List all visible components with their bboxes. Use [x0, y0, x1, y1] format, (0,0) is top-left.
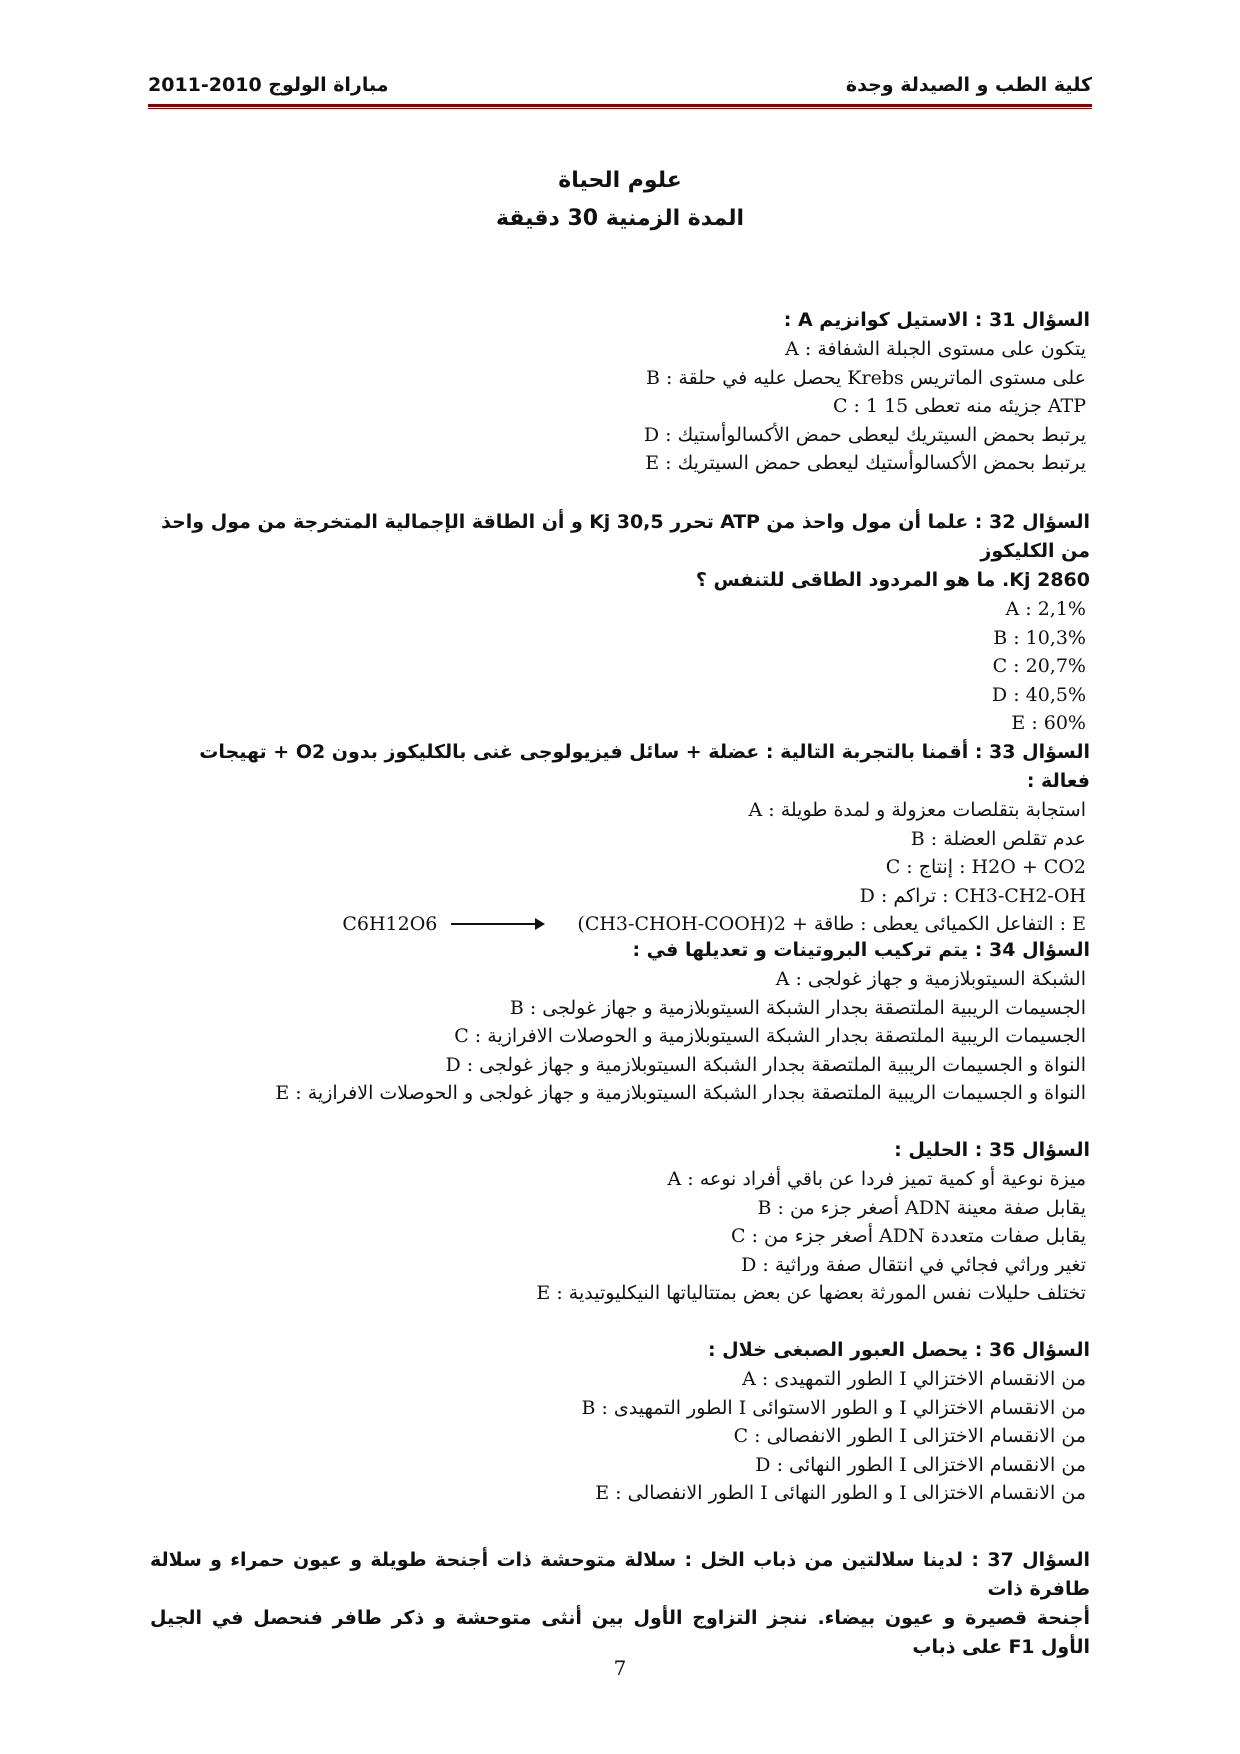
exam-title: مباراة الولوج 2010-2011 [148, 74, 389, 96]
reaction-reactant: C6H12O6 [342, 913, 438, 935]
option-c: C : إنتاج : H2O + CO2 [885, 856, 1086, 878]
option-a: A : يتكون على مستوى الجبلة الشفافة [785, 338, 1086, 360]
option-e-text: E : التفاعل الكميائى يعطى : طاقة + 2(CH3-CHOH-COOH) [577, 913, 1086, 935]
option-e: E : 60% [1011, 712, 1086, 734]
option-d: D : تغير وراثي فجائي في انتقال صفة وراثية [741, 1253, 1086, 1276]
question-31 [150, 306, 1090, 478]
question-heading-cont: 2860 Kj. ما هو المردود الطاقى للتنفس ؟ [695, 569, 1090, 591]
duration-title: المدة الزمنية 30 دقيقة [495, 206, 745, 231]
reaction-arrow-icon [451, 923, 543, 925]
option-b: B : عدم تقلص العضلة [910, 827, 1086, 850]
question-36 [150, 1336, 1090, 1508]
option-e: E : تختلف حليلات نفس المورثة بعضها عن بعض بمتتالياتها النيكليوتيدية [536, 1282, 1086, 1304]
header-rule-thin [148, 108, 1092, 109]
question-34 [150, 936, 1090, 1108]
question-35 [150, 1136, 1090, 1308]
option-c: C : الجسيمات الريبية الملتصقة بجدار الشبكة السيتوبلازمية و الحوصلات الافرازية [454, 1025, 1086, 1047]
option-d: D : تراكم : CH3-CH2-OH [859, 884, 1086, 907]
option-d: D : النواة و الجسيمات الريبية الملتصقة بجدار الشبكة السيتوبلازمية و جهاز غولجى [445, 1053, 1086, 1076]
option-b: B : 10,3% [993, 626, 1086, 649]
question-heading: السؤال 33 : أقمنا بالتجربة التالية : عضلة + سائل فيزيولوجى غنى بالكليكوز بدون O2 + تهيجات فعالة : [199, 741, 1090, 792]
question-37 [150, 1546, 1090, 1662]
question-heading: السؤال 31 : الاستيل كوانزيم A : [783, 309, 1090, 331]
option-e: E : النواة و الجسيمات الريبية الملتصقة بجدار الشبكة السيتوبلازمية و جهاز غولجى و الحوصلات الافرازية [275, 1082, 1086, 1104]
option-c: C : أصغر جزء من ADN يقابل صفات متعددة [731, 1225, 1086, 1247]
option-c: C : الطور الانفصالى I من الانقسام الاختزالى [733, 1425, 1086, 1447]
option-d: D : 40,5% [991, 683, 1086, 706]
question-heading: السؤال 34 : يتم تركيب البروتينات و تعديلها في : [632, 939, 1090, 961]
subject-title: علوم الحياة [558, 168, 682, 193]
option-a: A : استجابة بتقلصات معزولة و لمدة طويلة [748, 799, 1086, 821]
question-32 [150, 508, 1090, 738]
option-a: A : الطور التمهيدى I من الانقسام الاختزالي [742, 1368, 1086, 1390]
header-rule [148, 104, 1092, 107]
option-b: B : يحصل عليه في حلقة Krebs على مستوى الماتريس [645, 366, 1086, 389]
question-heading-cont: أجنحة قصيرة و عيون بيضاء. ننجز التزاوج الأول بين أنثى متوحشة و ذكر طافر فنحصل في الجيل الأول F1 على ذباب [150, 1607, 1090, 1658]
option-a: A : ميزة نوعية أو كمية تميز فردا عن باقي أفراد نوعه [667, 1168, 1086, 1190]
option-b: B : الطور التمهيدى I و الطور الاستوائى I من الانقسام الاختزالي [581, 1396, 1086, 1419]
question-heading: السؤال 37 : لدينا سلالتين من ذباب الخل : سلالة متوحشة ذات أجنحة طويلة و عيون حمراء و سلالة طافرة ذات [150, 1549, 1091, 1600]
page-header [148, 74, 1092, 104]
option-e: E : الطور الانفصالى I و الطور النهائى I من الانقسام الاختزالى [595, 1482, 1086, 1504]
option-e: E : يرتبط بحمض الأكسالوأستيك ليعطى حمض السيتريك [645, 452, 1086, 474]
option-b: B : الجسيمات الريبية الملتصقة بجدار الشبكة السيتوبلازمية و جهاز غولجى [509, 996, 1086, 1019]
option-b: B : أصغر جزء من ADN يقابل صفة معينة [757, 1196, 1086, 1219]
question-33 [150, 738, 1090, 939]
option-c: C : 1 جزيئه منه تعطى 15 ATP [832, 395, 1086, 417]
option-a: A : الشبكة السيتوبلازمية و جهاز غولجى [775, 968, 1086, 990]
question-heading: السؤال 35 : الحليل : [894, 1139, 1090, 1161]
option-a: A : 2,1% [1005, 598, 1086, 620]
option-d: D : يرتبط بحمض السيتريك ليعطى حمض الأكسالوأستيك [643, 423, 1086, 446]
option-e [150, 910, 1090, 939]
option-c: C : 20,7% [992, 655, 1086, 677]
page-number: 7 [613, 1656, 627, 1680]
faculty-name: كلية الطب و الصيدلة وجدة [845, 74, 1092, 96]
question-heading: السؤال 32 : علما أن مول واحذ من ATP تحرر 30,5 Kj و أن الطاقة الإجمالية المتخرجة من مول واحذ من الكليكوز [161, 511, 1090, 562]
reaction [342, 910, 557, 939]
question-heading: السؤال 36 : يحصل العبور الصبغى خلال : [707, 1339, 1090, 1361]
option-d: D : الطور النهائى I من الانقسام الاختزالى [755, 1453, 1086, 1476]
